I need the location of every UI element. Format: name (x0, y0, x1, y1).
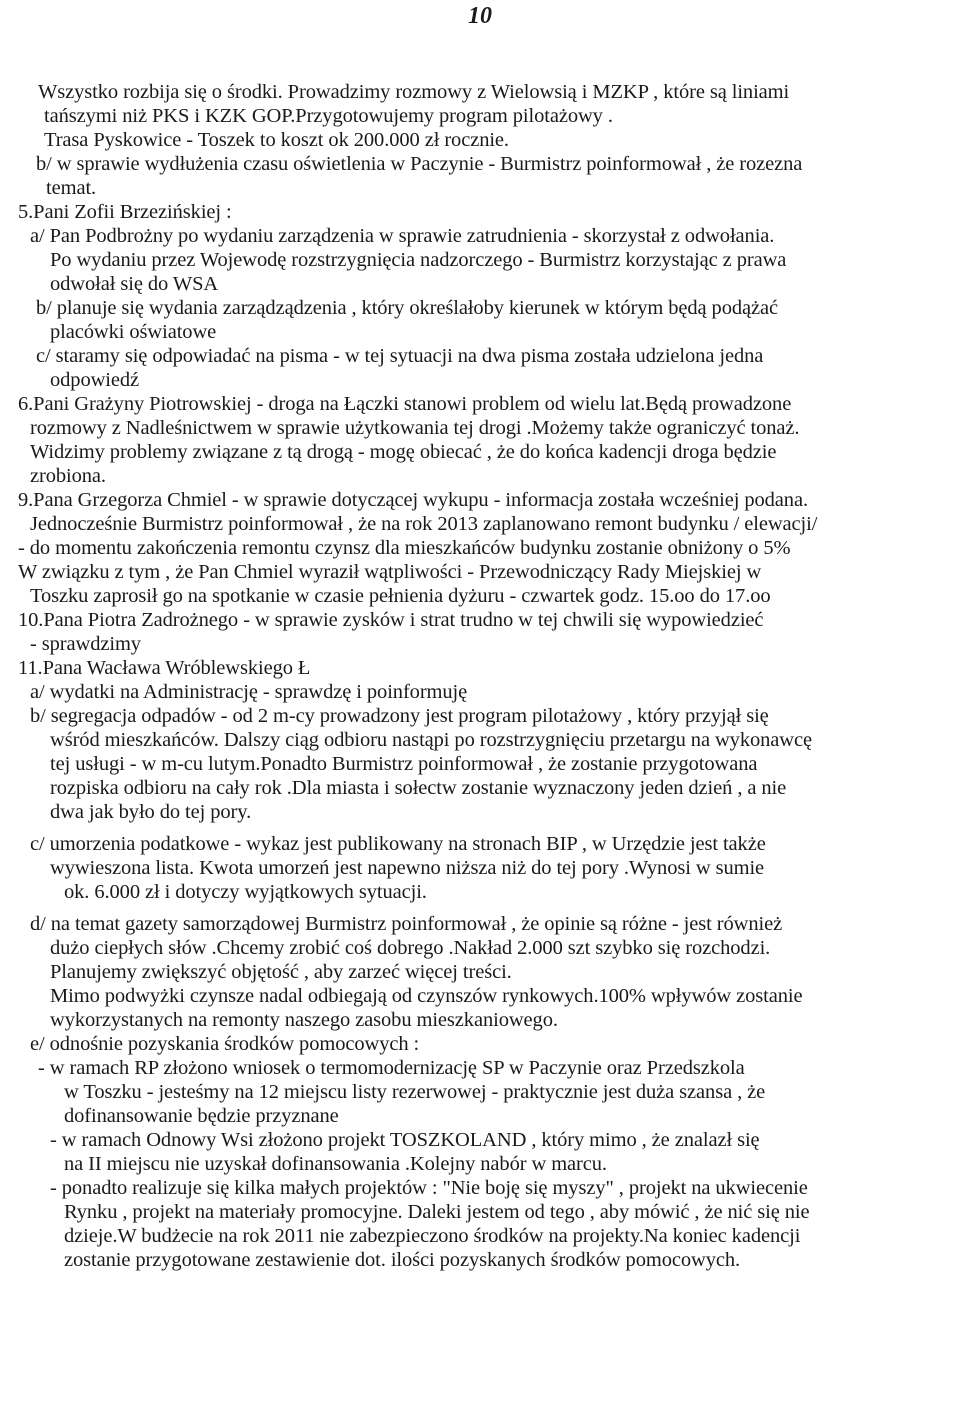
text-line: tej usługi - w m-cu lutym.Ponadto Burmistrz poinformował , że zostanie przygotowana (50, 753, 758, 775)
text-line: w Toszku - jesteśmy na 12 miejscu listy rezerwowej - praktycznie jest duża szansa , że (64, 1081, 766, 1103)
text-line: b/ planuje się wydania zarządządzenia , który określałoby kierunek w którym będą podążać (36, 297, 778, 319)
text-line: c/ umorzenia podatkowe - wykaz jest publikowany na stronach BIP , w Urzędzie jest także (30, 833, 766, 855)
text-line: Trasa Pyskowice - Toszek to koszt ok 200.000 zł rocznie. (44, 129, 509, 151)
text-line: placówki oświatowe (50, 321, 217, 343)
text-line: zrobiona. (30, 465, 106, 487)
text-line: na II miejscu nie uzyskał dofinansowania .Kolejny nabór w marcu. (64, 1153, 607, 1175)
text-line: Toszku zaprosił go na spotkanie w czasie pełnienia dyżuru - czwartek godz. 15.oo do 17.oo (30, 585, 771, 607)
text-line: - w ramach RP złożono wniosek o termomodernizację SP w Paczynie oraz Przedszkola (38, 1057, 745, 1079)
text-line: 6.Pani Grażyny Piotrowskiej - droga na Łączki stanowi problem od wielu lat.Będą prowadzone (18, 393, 792, 415)
text-line: b/ segregacja odpadów - od 2 m-cy prowadzony jest program pilotażowy , który przyjął się (30, 705, 769, 727)
text-line: odwołał się do WSA (50, 273, 219, 295)
text-line: Widzimy problemy związane z tą drogą - mogę obiecać , że do końca kadencji droga będzie (30, 441, 777, 463)
text-line: wywieszona lista. Kwota umorzeń jest napewno niższa niż do tej pory .Wynosi w sumie (50, 857, 765, 879)
text-line: rozpiska odbioru na cały rok .Dla miasta i sołectw zostanie wyznaczony jeden dzień , a nie (50, 777, 787, 799)
text-line: Jednocześnie Burmistrz poinformował , że na rok 2013 zaplanowano remont budynku / elewacji/ (30, 513, 818, 535)
text-line: wykorzystanych na remonty naszego zasobu mieszkaniowego. (50, 1009, 558, 1031)
text-line: zostanie przygotowane zestawienie dot. ilości pozyskanych środków pomocowych. (64, 1249, 741, 1271)
text-line: Rynku , projekt na materiały promocyjne. Daleki jestem od tego , aby mówić , że nić się nie (64, 1201, 810, 1223)
text-line: temat. (46, 177, 97, 199)
text-line: 10.Pana Piotra Zadrożnego - w sprawie zysków i strat trudno w tej chwili się wypowiedzieć (18, 609, 764, 631)
text-line: dofinansowanie będzie przyznane (64, 1105, 339, 1127)
text-line: c/ staramy się odpowiadać na pisma - w tej sytuacji na dwa pisma została udzielona jedna (36, 345, 764, 367)
text-line: 11.Pana Wacława Wróblewskiego Ł (18, 657, 311, 679)
text-line: d/ na temat gazety samorządowej Burmistrz poinformował , że opinie są różne - jest również (30, 913, 783, 935)
text-line: rozmowy z Nadleśnictwem w sprawie użytkowania tej drogi .Możemy także ograniczyć tonaż. (30, 417, 800, 439)
text-line: 9.Pana Grzegorza Chmiel - w sprawie dotyczącej wykupu - informacja została wcześniej podana. (18, 489, 808, 511)
text-line: ok. 6.000 zł i dotyczy wyjątkowych sytuacji. (64, 881, 427, 903)
text-line: dzieje.W budżecie na rok 2011 nie zabezpieczono środków na projekty.Na koniec kadencji (64, 1225, 801, 1247)
text-line: - do momentu zakończenia remontu czynsz dla mieszkańców budynku zostanie obniżony o 5% (18, 537, 791, 559)
text-line: tańszymi niż PKS i KZK GOP.Przygotowujemy program pilotażowy . (44, 105, 613, 127)
text-line: e/ odnośnie pozyskania środków pomocowych : (30, 1033, 420, 1055)
page-number: 10 (468, 3, 492, 29)
text-line: - sprawdzimy (30, 633, 141, 655)
text-line: dwa jak było do tej pory. (50, 801, 252, 823)
text-line: odpowiedź (50, 369, 140, 391)
text-line: dużo ciepłych słów .Chcemy zrobić coś dobrego .Nakład 2.000 szt szybko się rozchodzi. (50, 937, 771, 959)
text-line: a/ wydatki na Administrację - sprawdzę i poinformuję (30, 681, 468, 703)
text-line: - w ramach Odnowy Wsi złożono projekt TOSZKOLAND , który mimo , że znalazł się (50, 1129, 760, 1151)
text-line: Mimo podwyżki czynsze nadal odbiegają od czynszów rynkowych.100% wpływów zostanie (50, 985, 803, 1007)
text-line: Wszystko rozbija się o środki. Prowadzimy rozmowy z Wielowsią i MZKP , które są liniami (38, 81, 790, 103)
text-line: W związku z tym , że Pan Chmiel wyraził wątpliwości - Przewodniczący Rady Miejskiej w (18, 561, 762, 583)
text-line: wśród mieszkańców. Dalszy ciąg odbioru nastąpi po rozstrzygnięciu przetargu na wykonawcę (50, 729, 812, 751)
text-line: 5.Pani Zofii Brzezińskiej : (18, 201, 232, 223)
text-line: Po wydaniu przez Wojewodę rozstrzygnięcia nadzorczego - Burmistrz korzystając z prawa (50, 249, 787, 271)
text-line: - ponadto realizuje się kilka małych projektów : "Nie boję się myszy" , projekt na ukwiecenie (50, 1177, 808, 1199)
text-line: Planujemy zwiększyć objętość , aby zarzeć więcej treści. (50, 961, 512, 983)
text-line: a/ Pan Podbrożny po wydaniu zarządzenia w sprawie zatrudnienia - skorzystał z odwołania. (30, 225, 775, 247)
text-line: b/ w sprawie wydłużenia czasu oświetlenia w Paczynie - Burmistrz poinformował , że rozezna (36, 153, 803, 175)
